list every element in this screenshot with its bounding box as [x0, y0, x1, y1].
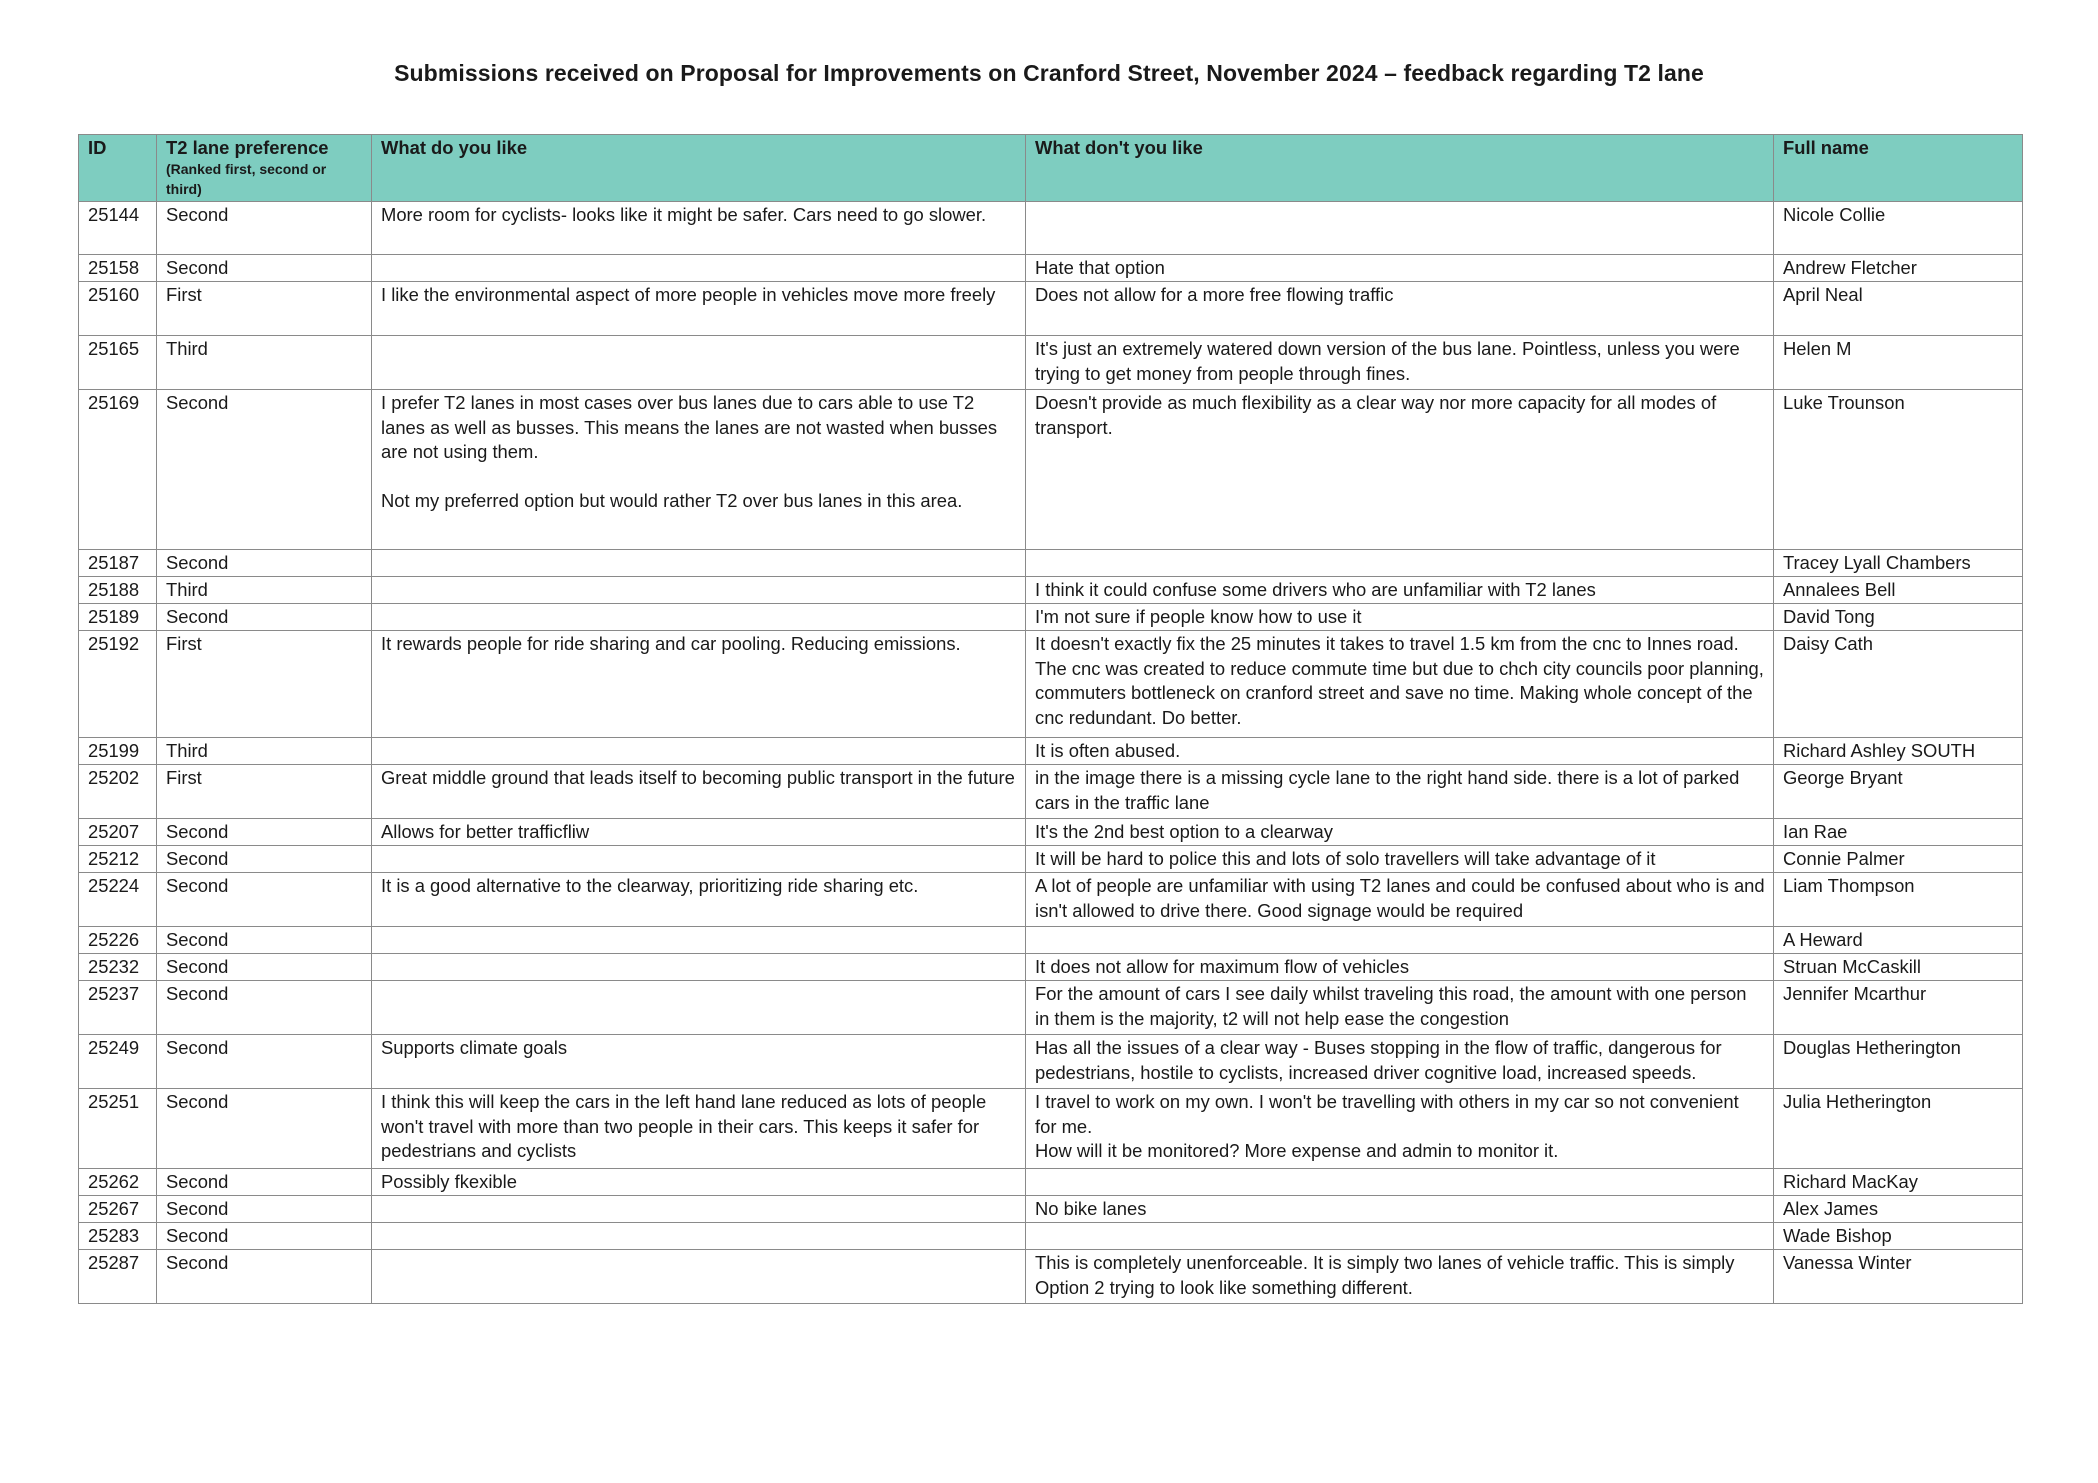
table-row [79, 390, 2023, 550]
cell-id: 25202 [79, 765, 157, 819]
cell-id: 25158 [79, 255, 157, 282]
table-row [79, 1196, 2023, 1223]
cell-preference: Second [157, 873, 372, 927]
cell-dislike: It will be hard to police this and lots of solo travellers will take advantage of it [1026, 846, 1774, 873]
cell-like: Great middle ground that leads itself to becoming public transport in the future [372, 765, 1026, 819]
cell-like [372, 550, 1026, 577]
cell-preference: Second [157, 1196, 372, 1223]
table-row [79, 846, 2023, 873]
cell-name: April Neal [1774, 282, 2023, 336]
cell-name: Nicole Collie [1774, 202, 2023, 255]
table-row [79, 1169, 2023, 1196]
cell-name: Julia Hetherington [1774, 1089, 2023, 1169]
cell-like: More room for cyclists- looks like it might be safer. Cars need to go slower. [372, 202, 1026, 255]
cell-name: Annalees Bell [1774, 577, 2023, 604]
header-name: Full name [1774, 135, 2023, 202]
cell-name: Liam Thompson [1774, 873, 2023, 927]
cell-like: Possibly fkexible [372, 1169, 1026, 1196]
cell-dislike: It doesn't exactly fix the 25 minutes it takes to travel 1.5 km from the cnc to Innes road. The cnc was created to reduce commute time but due to chch city councils poor planning, commuters bottleneck on cranford street and save no time. Making whole concept of the cnc redundant. Do better. [1026, 631, 1774, 738]
cell-id: 25169 [79, 390, 157, 550]
cell-like [372, 1196, 1026, 1223]
table-row [79, 550, 2023, 577]
table-row [79, 954, 2023, 981]
table-row [79, 819, 2023, 846]
cell-like [372, 1223, 1026, 1250]
header-like: What do you like [372, 135, 1026, 202]
cell-like [372, 255, 1026, 282]
cell-like [372, 927, 1026, 954]
cell-preference: Third [157, 577, 372, 604]
cell-name: Luke Trounson [1774, 390, 2023, 550]
cell-id: 25262 [79, 1169, 157, 1196]
cell-name: Richard Ashley SOUTH [1774, 738, 2023, 765]
cell-preference: Second [157, 202, 372, 255]
cell-preference: First [157, 765, 372, 819]
cell-preference: Second [157, 1223, 372, 1250]
cell-name: Connie Palmer [1774, 846, 2023, 873]
cell-id: 25187 [79, 550, 157, 577]
cell-like [372, 846, 1026, 873]
cell-dislike: This is completely unenforceable. It is simply two lanes of vehicle traffic. This is simply Option 2 trying to look like something different. [1026, 1250, 1774, 1304]
cell-dislike: It does not allow for maximum flow of vehicles [1026, 954, 1774, 981]
cell-id: 25207 [79, 819, 157, 846]
cell-like: I think this will keep the cars in the left hand lane reduced as lots of people won't travel with more than two people in their cars. This keeps it safer for pedestrians and cyclists [372, 1089, 1026, 1169]
cell-id: 25144 [79, 202, 157, 255]
table-row [79, 577, 2023, 604]
cell-name: Tracey Lyall Chambers [1774, 550, 2023, 577]
cell-like: Supports climate goals [372, 1035, 1026, 1089]
cell-preference: Third [157, 336, 372, 390]
cell-name: Jennifer Mcarthur [1774, 981, 2023, 1035]
cell-preference: Second [157, 1250, 372, 1304]
cell-id: 25165 [79, 336, 157, 390]
cell-id: 25283 [79, 1223, 157, 1250]
table-row [79, 738, 2023, 765]
cell-dislike [1026, 1169, 1774, 1196]
cell-preference: Second [157, 981, 372, 1035]
table-row [79, 1035, 2023, 1089]
table-row [79, 202, 2023, 255]
cell-dislike: It's the 2nd best option to a clearway [1026, 819, 1774, 846]
cell-dislike: I think it could confuse some drivers who are unfamiliar with T2 lanes [1026, 577, 1774, 604]
cell-id: 25251 [79, 1089, 157, 1169]
cell-like [372, 577, 1026, 604]
table-row [79, 1089, 2023, 1169]
header-row [79, 135, 2023, 202]
page-title: Submissions received on Proposal for Improvements on Cranford Street, November 2024 – feedback regarding T2 lane [394, 60, 1704, 86]
cell-preference: Second [157, 255, 372, 282]
cell-preference: Second [157, 604, 372, 631]
header-id: ID [79, 135, 157, 202]
cell-name: Andrew Fletcher [1774, 255, 2023, 282]
cell-dislike: Doesn't provide as much flexibility as a clear way nor more capacity for all modes of transport. [1026, 390, 1774, 550]
cell-preference: Second [157, 390, 372, 550]
cell-name: George Bryant [1774, 765, 2023, 819]
cell-preference: Second [157, 550, 372, 577]
table-row [79, 255, 2023, 282]
cell-name: Daisy Cath [1774, 631, 2023, 738]
table-header [79, 135, 2023, 202]
cell-like [372, 336, 1026, 390]
submissions-table [78, 134, 2023, 1304]
cell-preference: Second [157, 954, 372, 981]
cell-dislike: No bike lanes [1026, 1196, 1774, 1223]
cell-dislike: It is often abused. [1026, 738, 1774, 765]
table-row [79, 981, 2023, 1035]
cell-id: 25160 [79, 282, 157, 336]
header-preference-label: T2 lane preference [166, 137, 329, 158]
cell-name: Richard MacKay [1774, 1169, 2023, 1196]
cell-name: Wade Bishop [1774, 1223, 2023, 1250]
cell-dislike [1026, 927, 1774, 954]
cell-dislike: It's just an extremely watered down version of the bus lane. Pointless, unless you were trying to get money from people through fines. [1026, 336, 1774, 390]
cell-name: Ian Rae [1774, 819, 2023, 846]
cell-id: 25192 [79, 631, 157, 738]
cell-id: 25189 [79, 604, 157, 631]
cell-dislike: Has all the issues of a clear way - Buses stopping in the flow of traffic, dangerous for pedestrians, hostile to cyclists, increased driver cognitive load, increased speeds. [1026, 1035, 1774, 1089]
table-row [79, 873, 2023, 927]
cell-like [372, 738, 1026, 765]
cell-id: 25224 [79, 873, 157, 927]
cell-like: It rewards people for ride sharing and car pooling. Reducing emissions. [372, 631, 1026, 738]
table-row [79, 927, 2023, 954]
cell-preference: First [157, 282, 372, 336]
header-preference [157, 135, 372, 202]
cell-preference: Second [157, 819, 372, 846]
cell-like [372, 981, 1026, 1035]
table-body [79, 202, 2023, 1304]
cell-id: 25199 [79, 738, 157, 765]
header-preference-note: (Ranked first, second or third) [166, 161, 327, 197]
cell-preference: Second [157, 927, 372, 954]
cell-id: 25188 [79, 577, 157, 604]
cell-preference: Second [157, 846, 372, 873]
cell-name: Vanessa Winter [1774, 1250, 2023, 1304]
cell-name: Alex James [1774, 1196, 2023, 1223]
table-row [79, 631, 2023, 738]
cell-id: 25287 [79, 1250, 157, 1304]
cell-preference: Second [157, 1169, 372, 1196]
table-row [79, 765, 2023, 819]
cell-name: David Tong [1774, 604, 2023, 631]
cell-like [372, 954, 1026, 981]
cell-like: I like the environmental aspect of more people in vehicles move more freely [372, 282, 1026, 336]
cell-id: 25237 [79, 981, 157, 1035]
cell-dislike: I travel to work on my own. I won't be travelling with others in my car so not convenient for me. How will it be monitored? More expense and admin to monitor it. [1026, 1089, 1774, 1169]
cell-dislike: Hate that option [1026, 255, 1774, 282]
cell-like: Allows for better trafficfliw [372, 819, 1026, 846]
cell-dislike: I'm not sure if people know how to use it [1026, 604, 1774, 631]
cell-id: 25249 [79, 1035, 157, 1089]
cell-id: 25212 [79, 846, 157, 873]
cell-name: Struan McCaskill [1774, 954, 2023, 981]
table-row [79, 282, 2023, 336]
cell-preference: Second [157, 1035, 372, 1089]
cell-preference: Second [157, 1089, 372, 1169]
cell-preference: Third [157, 738, 372, 765]
table-row [79, 1223, 2023, 1250]
cell-id: 25226 [79, 927, 157, 954]
cell-like [372, 1250, 1026, 1304]
cell-name: A Heward [1774, 927, 2023, 954]
cell-dislike: Does not allow for a more free flowing traffic [1026, 282, 1774, 336]
cell-preference: First [157, 631, 372, 738]
cell-dislike: For the amount of cars I see daily whilst traveling this road, the amount with one person in them is the majority, t2 will not help ease the congestion [1026, 981, 1774, 1035]
cell-id: 25267 [79, 1196, 157, 1223]
cell-dislike [1026, 550, 1774, 577]
cell-name: Helen M [1774, 336, 2023, 390]
table-row [79, 1250, 2023, 1304]
cell-like [372, 604, 1026, 631]
table-row [79, 336, 2023, 390]
header-dislike: What don't you like [1026, 135, 1774, 202]
cell-dislike: in the image there is a missing cycle lane to the right hand side. there is a lot of parked cars in the traffic lane [1026, 765, 1774, 819]
cell-dislike [1026, 202, 1774, 255]
cell-name: Douglas Hetherington [1774, 1035, 2023, 1089]
cell-dislike: A lot of people are unfamiliar with using T2 lanes and could be confused about who is and isn't allowed to drive there. Good signage would be required [1026, 873, 1774, 927]
cell-like: I prefer T2 lanes in most cases over bus lanes due to cars able to use T2 lanes as well as busses. This means the lanes are not wasted when busses are not using them. Not my preferred option but would rather T2 over bus lanes in this area. [372, 390, 1026, 550]
cell-id: 25232 [79, 954, 157, 981]
cell-dislike [1026, 1223, 1774, 1250]
table-row [79, 604, 2023, 631]
cell-like: It is a good alternative to the clearway, prioritizing ride sharing etc. [372, 873, 1026, 927]
